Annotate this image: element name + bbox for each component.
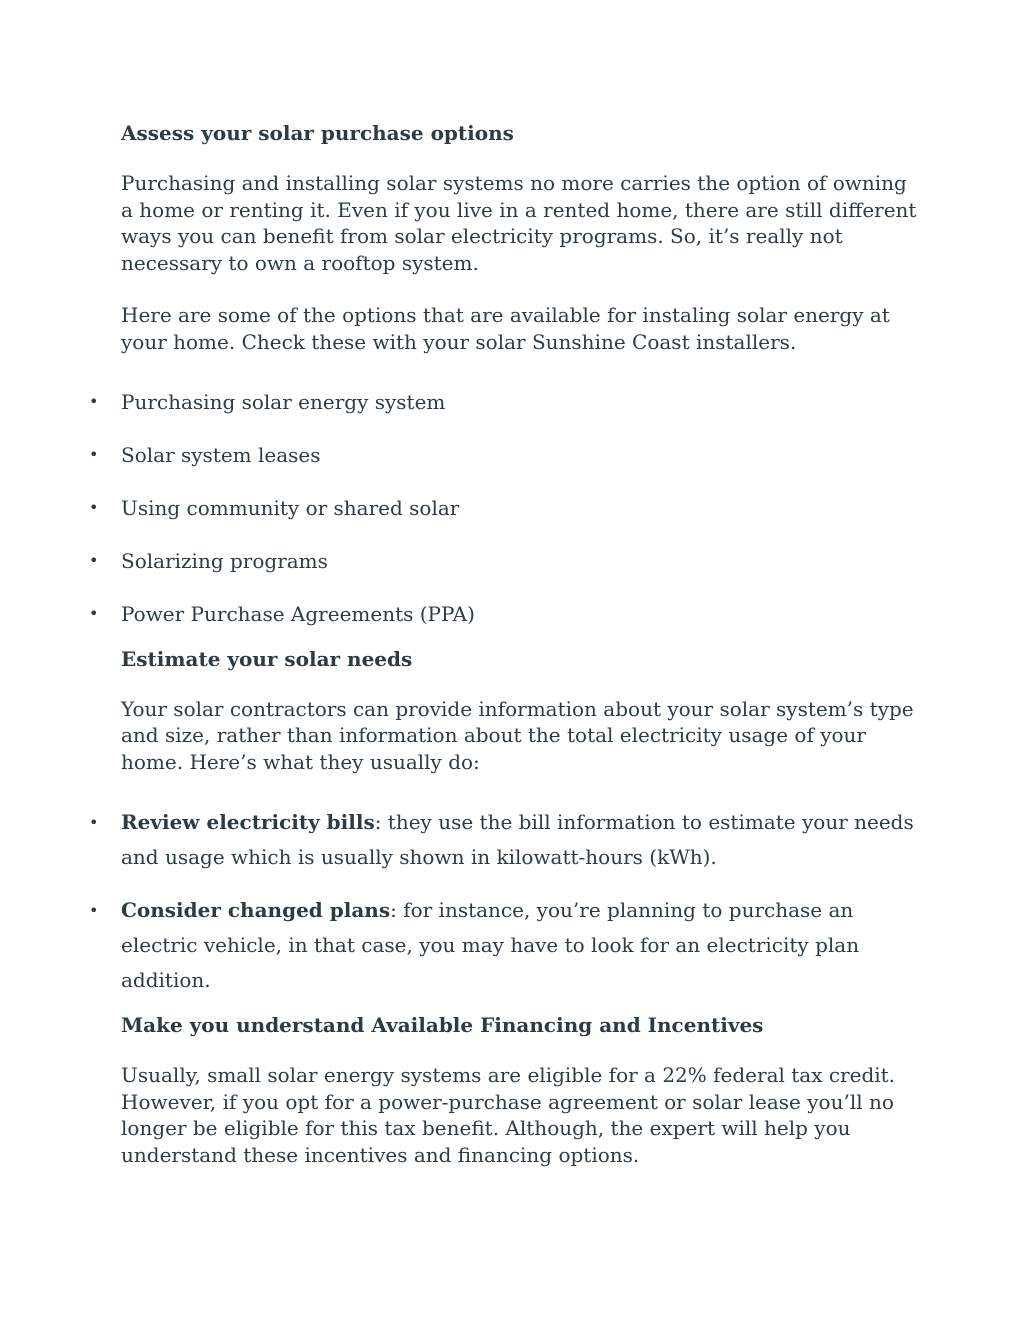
list-item-text: : for instance, you’re planning to purchase an electric vehicle, in that case, you may have to look for an electricity plan addition. [121,898,860,992]
bullet-icon: • [89,813,99,832]
heading-financing-incentives: Make you understand Available Financing and Incentives [121,1013,764,1037]
heading-estimate-solar-needs: Estimate your solar needs [121,646,413,671]
list-item-text: Power Purchase Agreements (PPA) [121,602,475,626]
bullet-icon: • [89,445,99,464]
list-item-text: Solarizing programs [121,549,328,573]
heading-solar-purchase-options: Assess your solar purchase options [121,121,514,145]
bullet-icon: • [89,604,99,623]
list-item [89,805,921,875]
list-item [89,548,921,575]
list-item-text: Purchasing solar energy system [121,390,446,414]
list-item-text: Using community or shared solar [121,496,460,520]
paragraph-purchase-intro: Purchasing and installing solar systems no more carries the option of owning a home or renting it. Even if you live in a rented home, there are still different ways you can benefit from solar electricity programs. So, it’s really not necessary to own a rooftop system. [121,171,917,275]
list-item-term: Consider changed plans [121,898,391,922]
list-item [89,389,921,416]
paragraph-needs-intro: Your solar contractors can provide information about your solar system’s type and size, rather than information about the total electricity usage of your home. Here’s what they usually do: [121,696,914,774]
bullet-icon: • [89,901,99,920]
paragraph-financing: Usually, small solar energy systems are eligible for a 22% federal tax credit. However, if you opt for a power-purchase agreement or solar lease you’ll no longer be eligible for this tax benefit. Although, the expert will help you understand these incentives and financing options. [121,1063,896,1167]
bullet-icon: • [89,392,99,411]
list-item-text: Solar system leases [121,443,321,467]
list-item [89,893,921,998]
bullet-icon: • [89,498,99,517]
options-list [89,389,921,628]
list-item-text: : they use the bill information to estimate your needs and usage which is usually shown in kilowatt-hours (kWh). [121,810,914,869]
paragraph-options-intro: Here are some of the options that are available for instaling solar energy at your home. Check these with your solar Sunshine Coast installers. [121,303,890,354]
document-page [89,118,921,1168]
bullet-icon: • [89,551,99,570]
list-item [89,601,921,628]
list-item [89,495,921,522]
list-item [89,442,921,469]
needs-list [89,805,921,998]
list-item-term: Review electricity bills [121,810,375,834]
